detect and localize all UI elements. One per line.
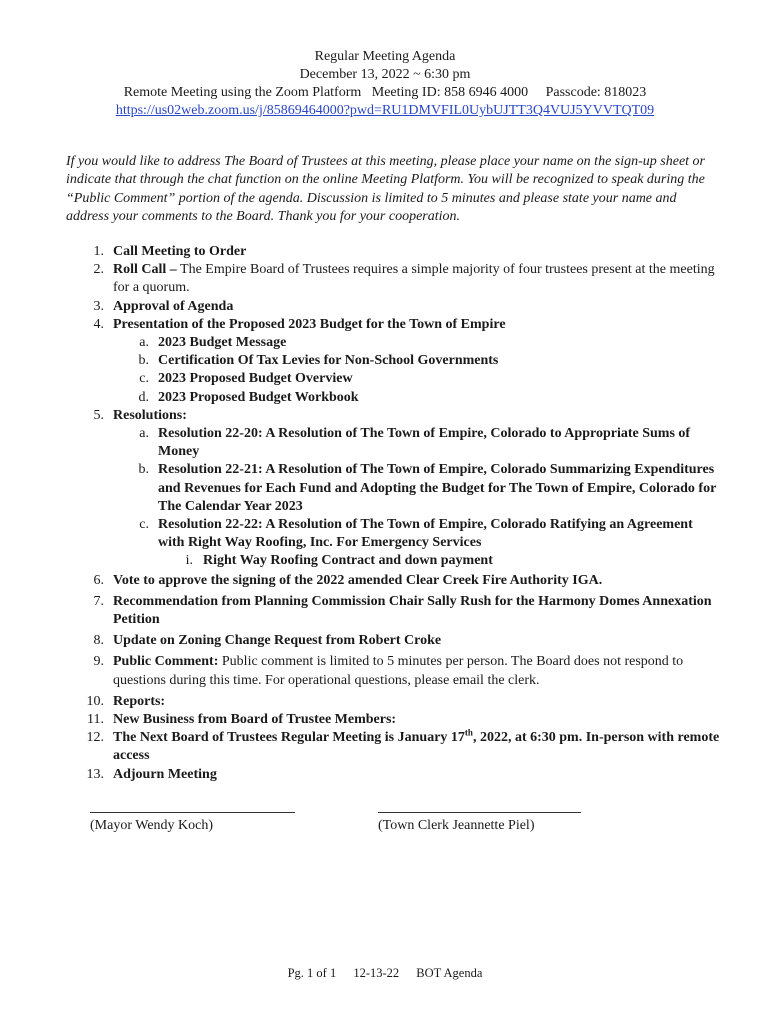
agenda-item — [0, 711, 770, 729]
item-number: 6. — [93, 572, 104, 588]
footer-doc-name: BOT Agenda — [416, 966, 483, 980]
agenda-subitem — [0, 370, 770, 388]
subitem-title: 2023 Budget Message — [158, 335, 287, 351]
document-header — [0, 48, 770, 120]
item-title: Recommendation from Planning Commission Chair Sally Rush for the Harmony Domes Annexation Petition — [113, 593, 712, 628]
item-number: 12. — [86, 730, 104, 746]
agenda-item — [0, 261, 770, 297]
remote-meeting-text: Remote Meeting using the Zoom Platform — [123, 85, 362, 100]
item-description: The Empire Board of Trustees requires a simple majority of four trustees present at the meeting for a quorum. — [113, 262, 715, 296]
remote-meeting-line — [0, 84, 770, 102]
next-meeting-text-cont: , 2022, at 6:30 pm. In-person with remote access — [113, 730, 720, 764]
item-title: Adjourn Meeting — [113, 766, 217, 782]
subitem-title: Certification Of Tax Levies for Non-School Governments — [158, 353, 499, 369]
item-description: Public comment is limited to 5 minutes per person. The Board does not respond to questions during this time. For operational questions, please email the clerk. — [113, 654, 684, 688]
clerk-signature-line — [378, 812, 581, 813]
subitem-letter: b. — [138, 462, 149, 478]
meeting-id: Meeting ID: 858 6946 4000 — [371, 85, 529, 100]
subitem-letter: a. — [139, 426, 149, 442]
agenda-subitem — [0, 516, 770, 552]
item-title: Call Meeting to Order — [113, 244, 247, 259]
subitem-letter: c. — [139, 517, 149, 533]
agenda-item — [0, 243, 770, 261]
subitem-letter: a. — [139, 335, 149, 351]
mayor-signature-line — [90, 812, 295, 813]
item-number: 5. — [93, 407, 104, 423]
agenda-item — [0, 653, 770, 689]
item-title: Reports: — [113, 693, 166, 709]
next-meeting-text: The Next Board of Trustees Regular Meeting is January 17 — [113, 730, 465, 746]
agenda-item — [0, 572, 770, 590]
item-number: 10. — [86, 693, 104, 709]
subitem-letter: b. — [138, 353, 149, 369]
agenda-subitem — [0, 425, 770, 461]
item-title: Update on Zoning Change Request from Robert Croke — [113, 633, 442, 649]
agenda-item — [0, 316, 770, 334]
item-number: 8. — [93, 633, 104, 649]
item-title: Resolutions: — [113, 407, 187, 423]
intro-paragraph: If you would like to address The Board of Trustees at this meeting, please place your name on the sign-up sheet or indicate that through the chat function on the online Meeting Platform. You will be recognized to speak during the “Public Comment” portion of the agenda. Discussion is limited to 5 minutes and please state your name and address your comments to the Board. Thank you for your cooperation. — [66, 154, 705, 224]
agenda-subitem — [0, 389, 770, 407]
subitem-title: 2023 Proposed Budget Workbook — [158, 389, 359, 405]
subitem-title: Resolution 22-20: A Resolution of The Town of Empire, Colorado to Appropriate Sums of Money — [158, 426, 691, 460]
agenda-subitem — [0, 334, 770, 352]
subitem-title: 2023 Proposed Budget Overview — [158, 371, 353, 387]
agenda-item — [0, 407, 770, 425]
item-title: Approval of Agenda — [113, 298, 234, 314]
meeting-passcode: Passcode: 818023 — [545, 85, 647, 100]
item-number: 4. — [93, 316, 104, 332]
agenda-subsubitem — [0, 552, 770, 570]
subsubitem-numeral: i. — [185, 553, 193, 569]
zoom-meeting-link[interactable]: https://us02web.zoom.us/j/85869464000?pwd=RU1DMVFIL0UybUJTT3Q4VUJ5YVVTQT09 — [115, 103, 655, 118]
agenda-subitem — [0, 352, 770, 370]
agenda-subitem — [0, 461, 770, 516]
meeting-date: December 13, 2022 ~ 6:30 pm — [299, 67, 471, 82]
agenda-item — [0, 632, 770, 650]
mayor-signature-label: (Mayor Wendy Koch) — [90, 818, 214, 833]
subitem-title: Resolution 22-22: A Resolution of The Town of Empire, Colorado Ratifying an Agreement with Right Way Roofing, Inc. For Emergency Services — [158, 517, 693, 551]
agenda-list — [0, 243, 770, 784]
agenda-item — [0, 729, 770, 765]
item-title: Public Comment: — [113, 654, 219, 670]
item-title: Roll Call – — [113, 262, 177, 278]
item-number: 9. — [93, 654, 104, 670]
item-number: 3. — [93, 298, 104, 314]
document-title: Regular Meeting Agenda — [314, 49, 456, 64]
item-title — [113, 727, 720, 764]
agenda-item — [0, 766, 770, 784]
subitem-title: Resolution 22-21: A Resolution of The Town of Empire, Colorado Summarizing Expenditures and Revenues for Each Fund and Adopting the Budget for The Town of Empire, Colorado for The Calendar Year 2023 — [158, 462, 717, 514]
subitem-letter: d. — [138, 389, 149, 405]
subsubitem-title: Right Way Roofing Contract and down payment — [203, 553, 493, 569]
ordinal-suffix: th — [464, 727, 473, 738]
subitem-letter: c. — [139, 371, 149, 387]
item-title: Presentation of the Proposed 2023 Budget for the Town of Empire — [113, 316, 506, 332]
page-footer — [0, 966, 770, 981]
agenda-item — [0, 298, 770, 316]
item-number: 7. — [93, 593, 104, 609]
item-number: 13. — [86, 766, 104, 782]
item-number: 1. — [93, 244, 104, 259]
page-number: Pg. 1 of 1 — [287, 966, 337, 980]
clerk-signature-label: (Town Clerk Jeannette Piel) — [378, 818, 535, 833]
item-title: Vote to approve the signing of the 2022 amended Clear Creek Fire Authority IGA. — [113, 572, 603, 588]
item-number: 11. — [87, 712, 104, 728]
item-number: 2. — [93, 262, 104, 278]
footer-date: 12-13-22 — [353, 966, 400, 980]
item-title: New Business from Board of Trustee Members: — [113, 712, 397, 728]
agenda-item — [0, 593, 770, 629]
agenda-item — [0, 693, 770, 711]
